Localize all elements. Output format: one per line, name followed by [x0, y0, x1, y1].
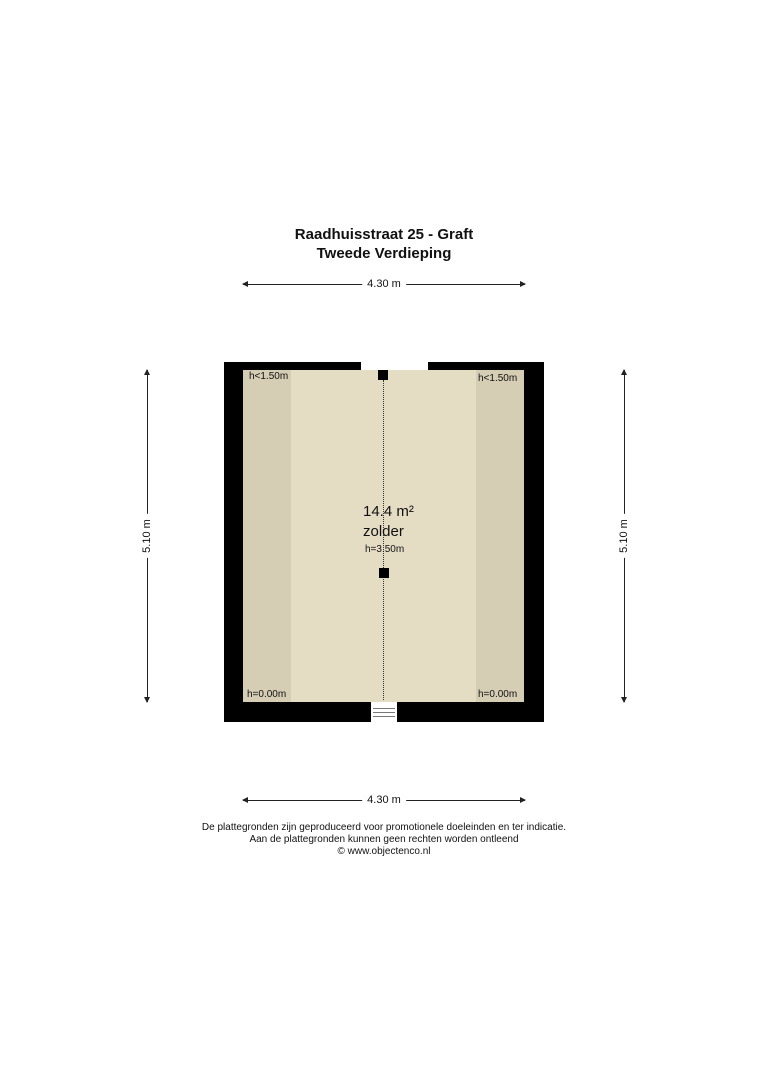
dimension-bottom-width [243, 793, 525, 807]
height-label-bottom-left: h=0.00m [247, 689, 287, 700]
post-top [378, 370, 388, 380]
wall-left [224, 362, 243, 722]
arrow-down-icon [621, 697, 627, 703]
stair-tread [373, 708, 395, 709]
dimension-left-height [140, 370, 154, 702]
room-name: zolder [363, 523, 404, 540]
height-label-bottom-right: h=0.00m [478, 689, 518, 700]
dimension-right-height [617, 370, 631, 702]
arrow-left-icon [242, 797, 248, 803]
arrow-up-icon [144, 369, 150, 375]
room-height: h=3.50m [365, 544, 405, 555]
plan-title-floor: Tweede Verdieping [316, 245, 452, 262]
wall-right [524, 362, 544, 722]
wall-bottom-left [224, 702, 371, 722]
arrow-up-icon [621, 369, 627, 375]
plan-title-address: Raadhuisstraat 25 - Graft [294, 226, 474, 243]
post-center [379, 568, 389, 578]
height-label-top-left: h<1.50m [249, 371, 289, 382]
dimension-label: 4.30 m [362, 277, 406, 291]
dimension-top-width [243, 277, 525, 291]
arrow-down-icon [144, 697, 150, 703]
stair-tread [373, 716, 395, 717]
wall-top-left [224, 362, 361, 370]
disclaimer-line-2: Aan de plattegronden kunnen geen rechten worden ontleend [249, 834, 519, 845]
dimension-label: 4.30 m [362, 793, 406, 807]
height-label-top-right: h<1.50m [478, 373, 518, 384]
low-ceiling-zone-right [476, 370, 524, 702]
arrow-right-icon [520, 281, 526, 287]
copyright-line: © www.objectenco.nl [337, 846, 431, 857]
dimension-label: 5.10 m [140, 514, 154, 558]
disclaimer-line-1: De plattegronden zijn geproduceerd voor promotionele doeleinden en ter indicatie. [201, 822, 567, 833]
stair-opening [371, 702, 397, 721]
room-area: 14.4 m² [363, 503, 414, 520]
arrow-left-icon [242, 281, 248, 287]
dimension-label: 5.10 m [617, 514, 631, 558]
arrow-right-icon [520, 797, 526, 803]
low-ceiling-zone-left [243, 370, 291, 702]
wall-bottom-right [397, 702, 544, 722]
stair-tread [373, 712, 395, 713]
